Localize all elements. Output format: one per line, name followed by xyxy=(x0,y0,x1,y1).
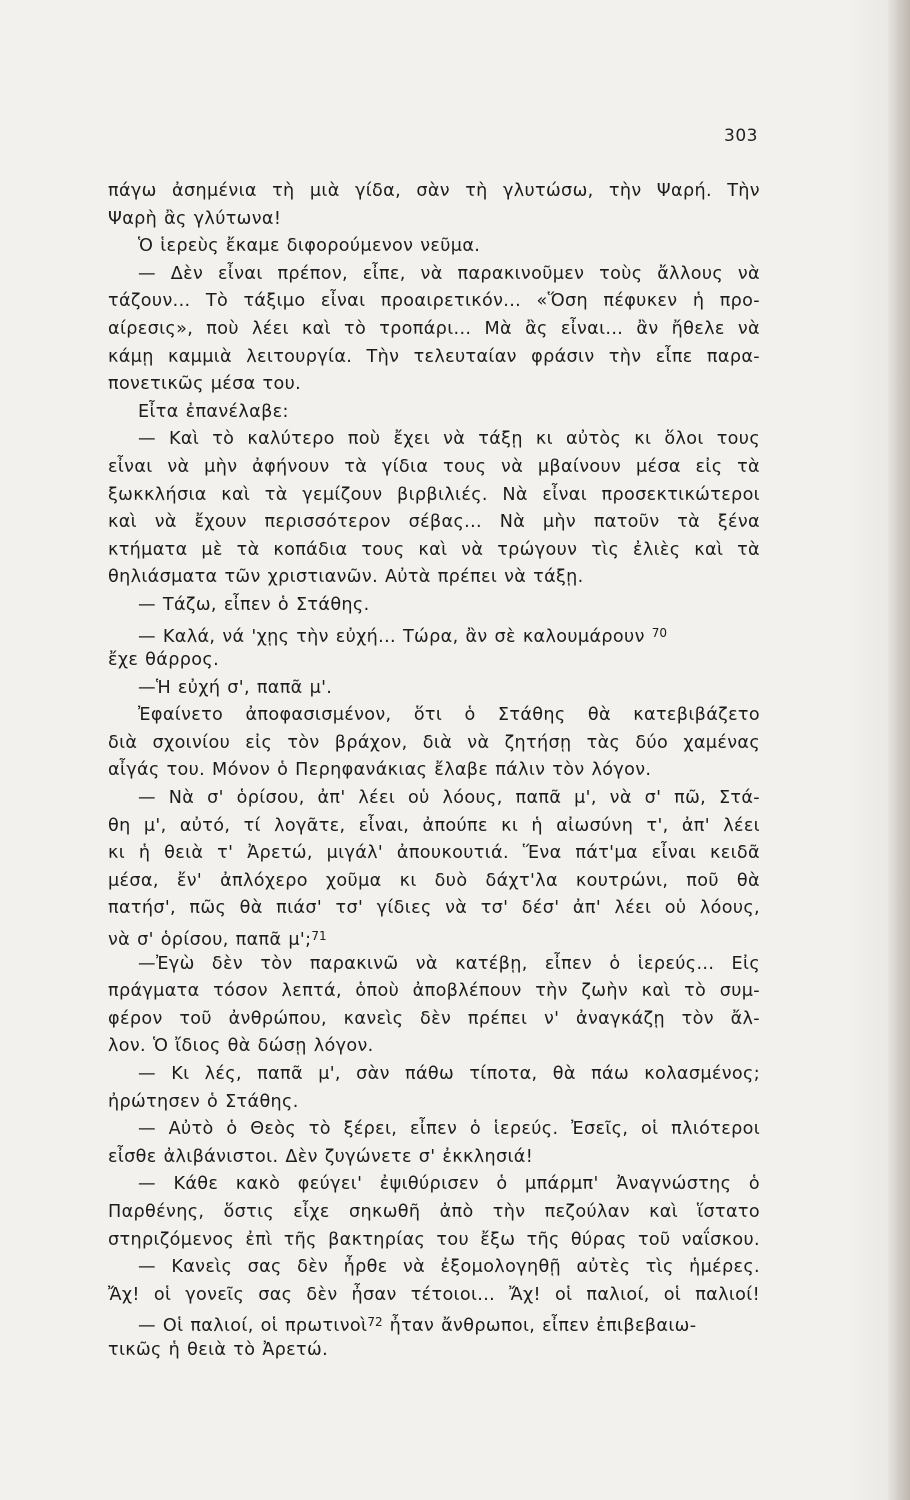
text-line: εἶναι νὰ μὴν ἀφήνουν τὰ γίδια τους νὰ μβαίνουν μέσα εἰς τὰ xyxy=(108,456,760,477)
text-line: πατήσ', πῶς θὰ πιάσ' τσ' γίδιες νὰ τσ' δέσ' ἀπ' λέει οὑ λόους, xyxy=(108,898,760,919)
text-line: τικῶς ἡ θειὰ τὸ Ἀρετώ. xyxy=(108,1339,329,1360)
text-line: — Κανεὶς σας δὲν ἦρθε νὰ ἐξομολογηθῇ αὐτὲς τὶς ἡμέρες. xyxy=(138,1257,760,1278)
text-line xyxy=(108,620,760,648)
text-line: κάμῃ καμμιὰ λειτουργία. Τὴν τελευταίαν φράσιν τὴν εἶπε παρα- xyxy=(108,346,760,367)
text-line: αίρεσις», ποὺ λέει καὶ τὸ τροπάρι... Μὰ ἂς εἶναι... ἂν ἤθελε νὰ xyxy=(108,318,760,339)
text-line: λον. Ὁ ἴδιος θὰ δώσῃ λόγον. xyxy=(108,1036,374,1057)
body-text xyxy=(108,178,760,1365)
text-line-part: — Καλά, νά 'χῃς τὴν εὐχή... Τώρα, ἂν σὲ καλουμάρουν xyxy=(138,626,645,647)
text-line: τάζουν... Τὸ τάξιμο εἶναι προαιρετικόν... «Ὅση πέφυκεν ἡ προ- xyxy=(108,291,760,312)
text-line-part: ἦταν ἄνθρωποι, εἶπεν ἐπιβεβαιω- xyxy=(389,1316,697,1337)
text-line: —Ἡ εὐχή σ', παπᾶ μ'. xyxy=(138,677,333,698)
text-line: — Κι λές, παπᾶ μ', σὰν πάθω τίποτα, θὰ πάω κολασμένος; xyxy=(138,1064,760,1084)
text-line: ἔχε θάρρος. xyxy=(108,650,220,671)
text-line: αἶγάς του. Μόνον ὁ Περηφανάκιας ἔλαβε πάλιν τὸν λόγον. xyxy=(108,760,652,781)
text-line: καὶ νὰ ἔχουν περισσότερον σέβας... Νὰ μὴν πατοῦν τὰ ξένα xyxy=(108,512,760,533)
text-line: στηριζόμενος ἐπὶ τῆς βακτηρίας του ἔξω τῆς θύρας τοῦ ναΐσκου. xyxy=(108,1229,760,1250)
text-line: εἶσθε ἀλιβάνιστοι. Δὲν ζυγώνετε σ' ἐκκλησιά! xyxy=(108,1146,534,1167)
footnote-ref: 71 xyxy=(311,929,327,944)
text-line: ἠρώτησεν ὁ Στάθης. xyxy=(108,1091,299,1112)
text-line-part: νὰ σ' ὁρίσου, παπᾶ μ'; xyxy=(108,930,312,951)
text-line: — Κάθε κακὸ φεύγει' ἐψιθύρισεν ὁ μπάρμπ' Ἀναγνώστης ὁ xyxy=(138,1174,760,1195)
page-number: 303 xyxy=(724,126,758,146)
text-line: Παρθένης, ὅστις εἶχε σηκωθῆ ἀπὸ τὴν πεζούλαν καὶ ἵστατο xyxy=(108,1201,760,1222)
footnote-ref: 72 xyxy=(367,1315,383,1330)
text-line: Ὁ ἱερεὺς ἔκαμε διφορούμενον νεῦμα. xyxy=(138,236,481,257)
text-line: ξωκκλήσια καὶ τὰ γεμίζουν βιρβιλιές. Νὰ εἶναι προσεκτικώτεροι xyxy=(108,484,760,505)
text-line: κτήματα μὲ τὰ κοπάδια τους καὶ νὰ τρώγουν τὶς ἐλιὲς καὶ τὰ xyxy=(108,539,760,560)
text-line: φέρον τοῦ ἀνθρώπου, κανεὶς δὲν πρέπει ν' ἀναγκάζῃ τὸν ἄλ- xyxy=(108,1008,760,1029)
text-line: — Νὰ σ' ὁρίσου, ἀπ' λέει οὑ λόους, παπᾶ μ', νὰ σ' πῶ, Στά- xyxy=(138,788,760,809)
text-line: — Τάζω, εἶπεν ὁ Στάθης. xyxy=(138,594,370,615)
text-line: μέσα, ἔν' ἀπλόχερο χοῦμα κι δυὸ δάχτ'λα κουτρώνι, ποῦ θὰ xyxy=(108,870,760,891)
text-line: θη μ', αὐτό, τί λογᾶτε, εἶναι, ἀπούπε κι ἡ αἰωσύνη τ', ἀπ' λέει xyxy=(108,815,760,836)
text-line: Εἶτα ἐπανέλαβε: xyxy=(138,401,289,422)
text-line: διὰ σχοινίου εἰς τὸν βράχον, διὰ νὰ ζητήσῃ τὰς δύο χαμένας xyxy=(108,732,760,753)
text-line xyxy=(108,923,760,951)
text-line: — Αὐτὸ ὁ Θεὸς τὸ ξέρει, εἶπεν ὁ ἱερεύς. Ἐσεῖς, οἱ πλιότεροι xyxy=(138,1119,760,1140)
footnote-ref: 70 xyxy=(651,625,667,640)
text-line: Ἐφαίνετο ἀποφασισμένον, ὅτι ὁ Στάθης θὰ κατεβιβάζετο xyxy=(138,705,760,726)
page-gutter-shadow xyxy=(848,0,888,1500)
text-line-part: — Οἱ παλιοί, οἱ πρωτινοὶ xyxy=(138,1316,368,1337)
page-edge xyxy=(888,0,910,1500)
text-line: πάγω ἀσημένια τὴ μιὰ γίδα, σὰν τὴ γλυτώσω, τὴν Ψαρή. Τὴν xyxy=(108,181,760,201)
text-line: —Ἐγὼ δὲν τὸν παρακινῶ νὰ κατέβῃ, εἶπεν ὁ ἱερεύς... Εἰς xyxy=(138,953,760,974)
text-line: Ἄχ! οἱ γονεῖς σας δὲν ἦσαν τέτοιοι... Ἄχ! οἱ παλιοί, οἱ παλιοί! xyxy=(108,1284,760,1305)
text-line: — Καὶ τὸ καλύτερο ποὺ ἔχει νὰ τάξῃ κι αὐτὸς κι ὅλοι τους xyxy=(138,429,760,450)
text-line: θηλιάσματα τῶν χριστιανῶν. Αὐτὰ πρέπει νὰ τάξῃ. xyxy=(108,567,584,588)
text-line: πονετικῶς μέσα του. xyxy=(108,374,302,395)
text-line: κι ἡ θειὰ τ' Ἀρετώ, μιγάλ' ἀπουκουτιά. Ἕνα πάτ'μα εἶναι κειδᾶ xyxy=(108,843,760,864)
text-line xyxy=(108,1309,760,1337)
text-line: Ψαρὴ ἂς γλύτωνα! xyxy=(108,208,282,229)
text-line: πράγματα τόσον λεπτά, ὁποὺ ἀποβλέπουν τὴν ζωὴν καὶ τὸ συμ- xyxy=(108,981,760,1002)
text-line: — Δὲν εἶναι πρέπον, εἶπε, νὰ παρακινοῦμεν τοὺς ἄλλους νὰ xyxy=(138,263,760,284)
